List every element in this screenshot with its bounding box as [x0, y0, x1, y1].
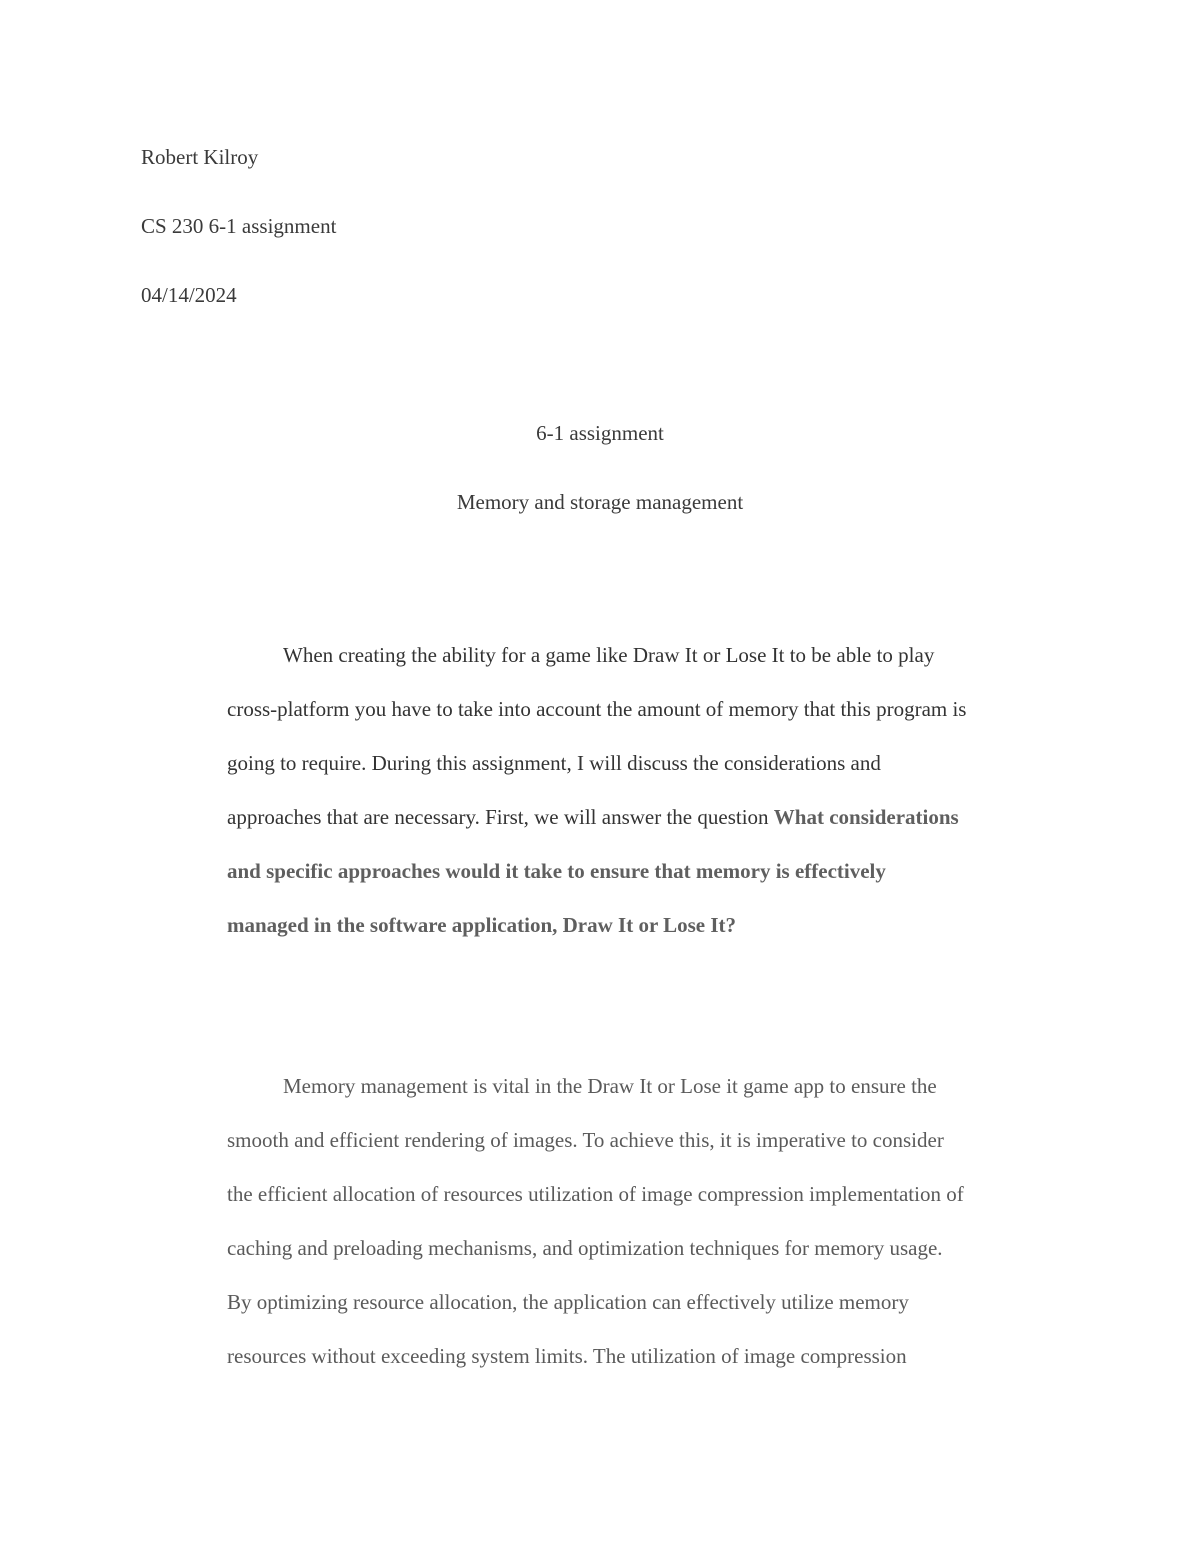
paragraph-line: resources without exceeding system limits. The utilization of image compression	[227, 1344, 907, 1368]
document-title: 6-1 assignment	[536, 421, 664, 445]
question-line: and specific approaches would it take to ensure that memory is effectively	[227, 859, 886, 883]
date-line: 04/14/2024	[141, 283, 237, 307]
question-line: managed in the software application, Draw It or Lose It?	[227, 913, 737, 937]
paragraph-text: approaches that are necessary. First, we will answer the question	[227, 805, 774, 829]
paragraph-line: the efficient allocation of resources utilization of image compression implementation of	[227, 1182, 964, 1206]
author-name: Robert Kilroy	[141, 145, 259, 169]
paragraph-line: smooth and efficient rendering of images. To achieve this, it is imperative to consider	[227, 1128, 944, 1152]
paragraph-line	[227, 805, 959, 829]
paragraph-line: When creating the ability for a game like Draw It or Lose It to be able to play	[283, 643, 935, 667]
question-text: What considerations	[773, 805, 959, 829]
paragraph-line: cross-platform you have to take into account the amount of memory that this program is	[227, 697, 967, 721]
paragraph-line: going to require. During this assignment, I will discuss the considerations and	[227, 751, 881, 775]
paragraph-line: caching and preloading mechanisms, and optimization techniques for memory usage.	[227, 1236, 943, 1260]
document-subtitle: Memory and storage management	[456, 490, 744, 514]
course-line: CS 230 6-1 assignment	[141, 214, 337, 238]
paragraph-line: Memory management is vital in the Draw It or Lose it game app to ensure the	[283, 1074, 937, 1098]
paragraph-line: By optimizing resource allocation, the application can effectively utilize memory	[227, 1290, 909, 1314]
